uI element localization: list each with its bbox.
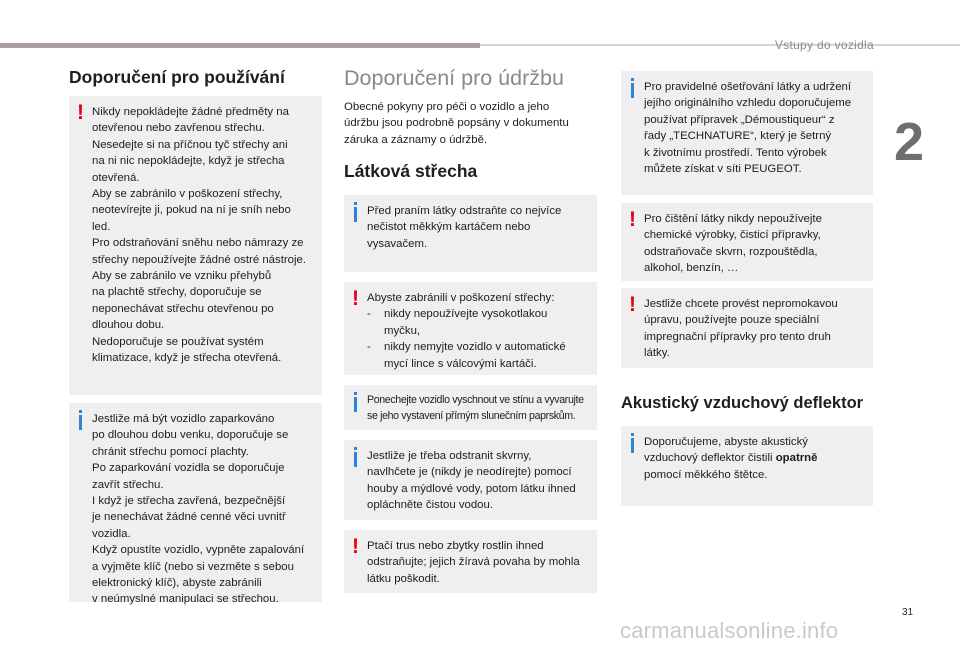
warning-icon: ! <box>352 535 359 558</box>
info-icon <box>352 447 359 467</box>
text-line: mycí lince s válcovými kartáči. <box>384 357 537 370</box>
text-line: nikdy nepoužívejte vysokotlakou <box>384 308 548 321</box>
text-line: houby a mýdlové vody, potom látku ihned <box>367 482 576 495</box>
text-line: k životnímu prostředí. Tento výrobek <box>644 146 827 159</box>
text-line: Po zaparkování vozidla se doporučuje <box>92 462 285 475</box>
text-line: klimatizace, když je střecha otevřená. <box>92 352 282 365</box>
list-item-text <box>384 339 587 372</box>
text-line: vozidla. <box>92 527 131 540</box>
text-line: Jestliže je třeba odstranit skvrny, <box>367 450 532 462</box>
text-line: alkohol, benzín, … <box>644 262 739 275</box>
chapter-number: 2 <box>894 112 925 172</box>
text-line: střechy nepoužívejte žádné ostré nástroje. <box>92 253 307 266</box>
text-line: Pro odstraňování sněhu nebo námrazy ze <box>92 237 304 250</box>
text-line <box>644 450 863 466</box>
info-box-technature <box>621 71 873 195</box>
info-icon <box>77 410 84 430</box>
text-line: dlouhou dobu. <box>92 319 165 332</box>
warning-icon: ! <box>629 293 636 316</box>
text-line: nečistot měkkým kartáčem nebo <box>367 221 531 234</box>
text-line: Pro čištění látky nikdy nepoužívejte <box>644 213 822 225</box>
text-line: na ni nic nepokládejte, když je střecha <box>92 155 285 168</box>
text-line: a vyjměte klíč (nebo si vezměte s sebou <box>92 560 294 573</box>
warning-icon: ! <box>77 101 84 124</box>
warning-intro: Abyste zabránili v poškození střechy: <box>367 292 555 304</box>
info-text <box>367 393 587 424</box>
warning-box-washing <box>344 282 597 375</box>
info-text <box>367 448 587 514</box>
list-dash: - <box>367 308 371 321</box>
text-line: řady „TECHNATURE“, který je šetrný <box>644 130 832 143</box>
warning-text <box>644 211 863 277</box>
text-line: chránit střechu pomocí plachty. <box>92 445 249 458</box>
text-line: v neúmyslné manipulaci se střechou. <box>92 593 279 606</box>
warning-icon: ! <box>629 208 636 231</box>
text-line: otevřená. <box>92 171 140 184</box>
text-line: údržbu jsou podrobně popsány v dokumentu <box>344 117 569 130</box>
text-line: na plachtě střechy, doporučuje se <box>92 286 262 299</box>
text-line: se jeho vystavení přímým slunečním paprskům. <box>367 409 576 422</box>
info-text <box>644 79 863 177</box>
text-line: vysavačem. <box>367 237 428 250</box>
text-span: vzduchový deflektor čistili <box>644 452 776 465</box>
header-rule-light <box>480 44 960 46</box>
text-line: nikdy nemyjte vozidlo v automatické <box>384 341 566 354</box>
usage-recommendations-title: Doporučení pro používání <box>69 67 285 87</box>
page-number: 31 <box>902 607 914 618</box>
text-line: Nikdy nepokládejte žádné předměty na <box>92 106 289 118</box>
text-line: otevřenou nebo zavřenou střechu. <box>92 122 265 135</box>
warning-list <box>367 306 587 372</box>
text-line: látku poškodit. <box>367 572 440 585</box>
text-line: odstraňujte; jejich žíravá povaha by mohla <box>367 556 580 569</box>
text-line: Před praním látky odstraňte co nejvíce <box>367 205 562 217</box>
info-icon <box>629 433 636 453</box>
acoustic-deflector-title: Akustický vzduchový deflektor <box>621 394 864 412</box>
text-line: Pro pravidelné ošetřování látky a udržení <box>644 81 852 93</box>
list-item <box>367 306 587 339</box>
text-line: Nedoporučuje se používat systém <box>92 335 264 348</box>
fabric-roof-title: Látková střecha <box>344 161 478 181</box>
text-line: navlhčete je (nikdy je neodírejte) pomocí <box>367 466 572 479</box>
header-rule <box>0 43 480 48</box>
warning-text <box>92 104 312 367</box>
text-line: myčku, <box>384 324 421 337</box>
text-line: po dlouhou dobu venku, doporučuje se <box>92 429 289 442</box>
info-box-brush <box>344 195 597 272</box>
text-line: záruka a záznamy o údržbě. <box>344 133 488 146</box>
text-line: pomocí měkkého štětce. <box>644 468 768 481</box>
text-line: Doporučujeme, abyste akustický <box>644 436 808 448</box>
text-line: používat přípravek „Démoustiqueur“ z <box>644 113 835 126</box>
text-line: Jestliže má být vozidlo zaparkováno <box>92 413 275 425</box>
text-line: můžete získat v síti PEUGEOT. <box>644 163 802 176</box>
info-box-parking <box>69 403 322 606</box>
warning-text <box>367 538 587 587</box>
section-header: Vstupy do vozidla <box>774 38 874 52</box>
emphasis-text: opatrně <box>775 452 818 465</box>
text-line: neponechávat střechu otevřenou po <box>92 302 274 315</box>
text-line: Aby se zabránilo ve vzniku přehybů <box>92 270 272 283</box>
info-box-drying <box>344 385 597 430</box>
list-dash: - <box>367 341 371 354</box>
text-line: úpravu, používejte pouze speciální <box>644 314 820 327</box>
text-line: Aby se zabránilo v poškození střechy, <box>92 188 283 201</box>
info-icon <box>352 392 359 412</box>
text-line: je nenechávat žádné cenné věci uvnitř <box>92 511 286 524</box>
text-line: neotevírejte ji, pokud na ní je sníh nebo <box>92 204 291 217</box>
text-line: jejího originálního vzhledu doporučujeme <box>644 97 852 110</box>
warning-icon: ! <box>352 287 359 310</box>
warning-text <box>644 296 863 362</box>
text-line: Nesedejte si na příčnou tyč střechy ani <box>92 138 288 151</box>
warning-box-bird-droppings <box>344 530 597 593</box>
text-line: led. <box>92 220 111 233</box>
text-line: elektronický klíč), abyste zabránili <box>92 577 262 590</box>
warning-box-chemicals <box>621 203 873 281</box>
text-line: Jestliže chcete provést nepromokavou <box>644 298 838 310</box>
info-text <box>367 203 587 252</box>
info-box-deflector <box>621 426 873 506</box>
list-item-text <box>384 306 587 339</box>
maintenance-intro <box>344 99 604 148</box>
text-line: zavřít střechu. <box>92 478 164 491</box>
info-icon <box>629 78 636 98</box>
text-line: Ponechejte vozidlo vyschnout ve stínu a vyvarujte <box>367 394 584 406</box>
warning-box-usage <box>69 96 322 395</box>
maintenance-title: Doporučení pro údržbu <box>344 66 564 90</box>
text-line: Ptačí trus nebo zbytky rostlin ihned <box>367 540 544 552</box>
list-item <box>367 339 587 372</box>
info-box-stains <box>344 440 597 520</box>
text-line: opláchněte čistou vodou. <box>367 499 494 512</box>
text-line: látky. <box>644 347 670 360</box>
watermark: carmanualsonline.info <box>620 618 839 643</box>
text-line: Obecné pokyny pro péči o vozidlo a jeho <box>344 101 550 113</box>
text-line: Když opustíte vozidlo, vypněte zapalování <box>92 544 305 557</box>
info-icon <box>352 202 359 222</box>
warning-box-waterproofing <box>621 288 873 368</box>
text-line: chemické výrobky, čisticí přípravky, <box>644 229 821 242</box>
info-text <box>92 411 312 608</box>
text-line: I když je střecha zavřená, bezpečnější <box>92 495 286 508</box>
text-line: impregnační přípravky pro tento druh <box>644 330 831 343</box>
info-text <box>644 434 863 483</box>
text-line: odstraňovače skvrn, rozpouštědla, <box>644 245 818 258</box>
